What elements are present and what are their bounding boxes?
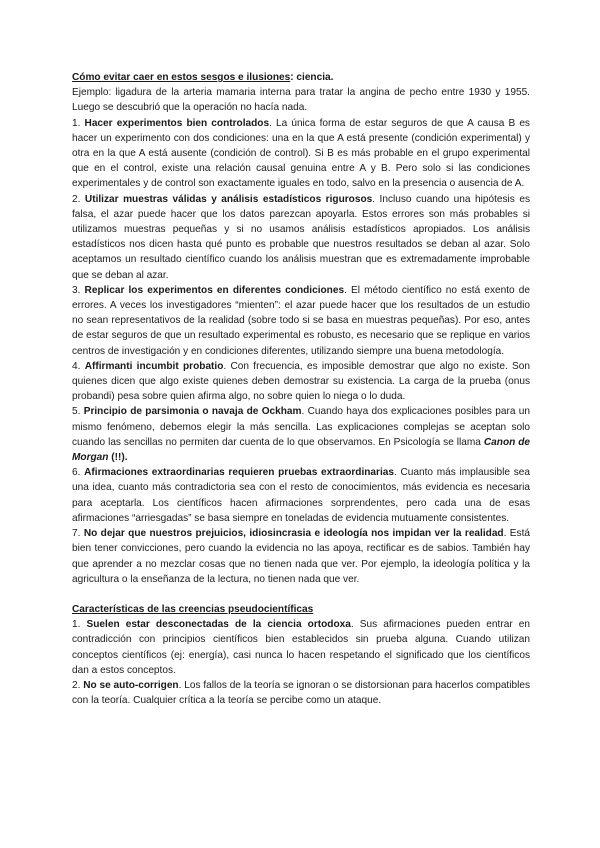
list-item-7 bbox=[72, 526, 530, 587]
item-number: 5. bbox=[72, 406, 84, 418]
item-title: No se auto-corrigen bbox=[83, 679, 179, 691]
document-page bbox=[72, 70, 530, 708]
item-text: . Cuanto más implausible sea una idea, cuanto más contradictoria sea con el resto de conocimientos, más evidencia es necesaria para aceptarla. Los científicos hacen afirmaciones sorprendentes, pero cada una de esas afirmaciones “arriesgadas” se basa siempre en toneladas de evidencia mutuamente consistentes. bbox=[72, 467, 530, 524]
list-item-4 bbox=[72, 359, 530, 405]
item-number: 4. bbox=[72, 360, 85, 372]
item-title: Afirmaciones extraordinarias requieren pruebas extraordinarias bbox=[84, 467, 394, 479]
section-heading bbox=[72, 70, 530, 85]
item-title: Replicar los experimentos en diferentes condiciones bbox=[84, 284, 345, 296]
list-item-6 bbox=[72, 465, 530, 526]
item-text: . Con frecuencia, es imposible demostrar que algo no existe. Son quienes dicen que algo existe quienes deben demostrar su existencia. La carga de la prueba (onus probandi) pesa sobre quien afirma algo, no sobre quien lo niega o lo duda. bbox=[72, 360, 530, 403]
item-number: 1. bbox=[72, 619, 87, 631]
item-number: 2. bbox=[72, 679, 84, 691]
item-title: Utilizar muestras válidas y análisis estadísticos rigurosos bbox=[84, 193, 373, 205]
list-item-3 bbox=[72, 283, 530, 359]
example-paragraph: Ejemplo: ligadura de la arteria mamaria interna para tratar la angina de pecho entre 1930 y 1955. Luego se descubrió que la operación no hacía nada. bbox=[72, 87, 530, 114]
item-number: 3. bbox=[72, 284, 85, 296]
section2-heading: Características de las creencias pseudocientíficas bbox=[72, 603, 314, 615]
item-title: No dejar que nuestros prejuicios, idiosincrasia e ideología nos impidan ver la realidad bbox=[83, 528, 504, 540]
item-text: . Sus afirmaciones pueden entrar en contradicción con principios científicos bien establecidos sin prueba alguna. Cuando utilizan conceptos científicos (ej: energía), casi nunca lo hacen respetando el significado que los científicos dan a estos conceptos. bbox=[72, 619, 530, 676]
item-number: 7. bbox=[72, 528, 84, 540]
item-text: . La única forma de estar seguros de que A causa B es hacer un experimento con dos condiciones: una en la que A está presente (condición experimental) y otra en la que A está ausente (condición de control). Si B es más probable en el grupo experimental que en el control, existe una relación causal genuina entre A y B. Pero solo si las condiciones experimentales y de control son exactamente iguales en todo, salvo en la presencia o ausencia de A. bbox=[72, 117, 530, 190]
section-heading-text: Cómo evitar caer en estos sesgos e ilusiones bbox=[72, 72, 291, 83]
item-number: 6. bbox=[72, 467, 85, 479]
section-heading-tail: : ciencia. bbox=[290, 72, 334, 83]
pseudo-item-1 bbox=[72, 617, 530, 678]
list-item-2 bbox=[72, 192, 530, 283]
pseudo-item-2 bbox=[72, 678, 530, 708]
item-text: . Está bien tener convicciones, pero cuando la evidencia no las apoya, rectificar es de sabios. También hay que aprender a no mezclar cosas que no tienen nada que ver. Por ejemplo, la ideología política y la agricultura o la enseñanza de la lectura, no tienen nada que ver. bbox=[72, 528, 530, 585]
item-text: . Cuando haya dos explicaciones posibles para un mismo fenómeno, debemos elegir la más sencilla. Las explicaciones complejas se aceptan solo cuando las sencillas no permiten dar cuenta de lo que observamos. En Psicología se llama bbox=[72, 406, 530, 448]
list-item-5 bbox=[72, 404, 530, 465]
list-item-1 bbox=[72, 116, 530, 192]
item-number: 1. bbox=[72, 117, 85, 129]
item-title: Hacer experimentos bien controlados bbox=[84, 117, 270, 129]
item-text: . Los fallos de la teoría se ignoran o se distorsionan para hacerlos compatibles con la teoría. Cualquier crítica a la teoría se percibe como un ataque. bbox=[72, 679, 530, 707]
canon-term: Canon de Morgan bbox=[72, 436, 531, 464]
item-number: 2. bbox=[72, 193, 85, 205]
item-text: . Incluso cuando una hipótesis es falsa, el azar puede hacer que los datos parezcan apoyarla. Estos errores son más probables si utilizamos muestras pequeñas y si no usamos análisis estadísticos apropiados. Los análisis estadísticos nos dicen hasta qué punto es probable que nuestros resultados se deban al azar. Solo aceptamos un resultado científico cuando los análisis muestran que es extremadamente improbable que se deban al azar. bbox=[72, 193, 530, 281]
item-text: . El método científico no está exento de errores. A veces los investigadores “mienten”: el azar puede hacer que los resultados de un estudio no sean representativos de la realidad (sobre todo si se basa en muestras pequeñas). Por eso, antes de estar seguros de que un resultado experimental es robusto, es necesario que se replique en varios centros de investigación y en condiciones diferentes, utilizando siempre una buena metodología. bbox=[72, 284, 530, 357]
canon-tail: (!!). bbox=[108, 452, 128, 464]
item-title: Suelen estar desconectadas de la ciencia ortodoxa bbox=[86, 619, 351, 631]
item-title: Principio de parsimonia o navaja de Ockham bbox=[83, 406, 302, 418]
item-title: Affirmanti incumbit probatio bbox=[84, 360, 224, 372]
